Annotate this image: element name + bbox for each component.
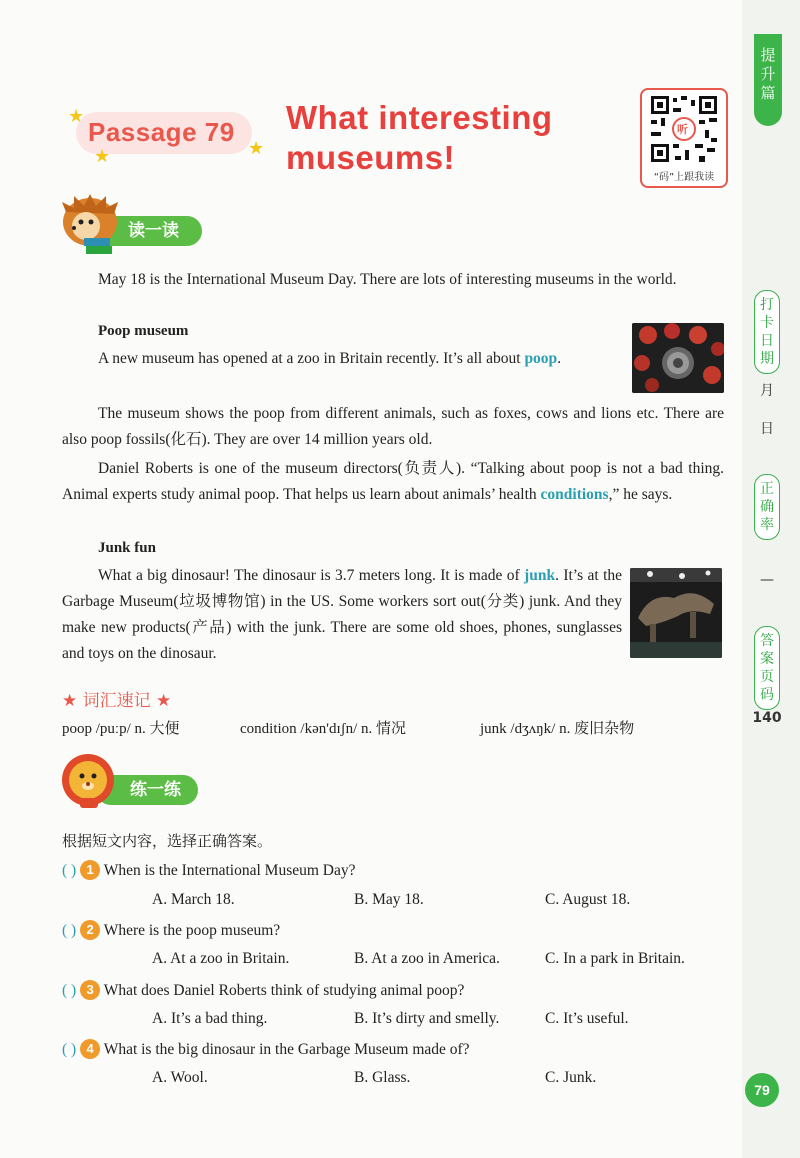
star-icon: ★ xyxy=(94,146,111,166)
question-text: Where is the poop museum? xyxy=(103,922,281,939)
qr-code[interactable] xyxy=(640,88,728,188)
vocab-item-junk: junk /dʒʌŋk/ n. 废旧杂物 xyxy=(480,721,635,737)
poop-paragraph-2: The museum shows the poop from different animals, such as foxes, cows and lions etc. There are also poop fossils(化石). They are over 14 million years old. xyxy=(62,405,724,448)
answer-blank[interactable]: ( ) xyxy=(62,862,77,879)
keyword-poop: poop xyxy=(524,350,558,367)
option-a[interactable]: A. It’s a bad thing. xyxy=(152,1010,268,1027)
option-c[interactable]: C. August 18. xyxy=(545,891,631,908)
page-title: What interesting museums! xyxy=(286,99,553,176)
accuracy-label: 正确率 xyxy=(754,474,780,540)
option-c[interactable]: C. In a park in Britain. xyxy=(545,950,685,967)
vocab-item-poop: poop /puːp/ n. 大便 xyxy=(62,721,180,737)
question-number-badge: 1 xyxy=(80,860,100,880)
answer-blank[interactable]: ( ) xyxy=(62,922,77,939)
question-1 xyxy=(62,860,356,880)
option-c[interactable]: C. It’s useful. xyxy=(545,1010,629,1027)
answer-blank[interactable]: ( ) xyxy=(62,982,77,999)
page-number: 79 xyxy=(745,1073,779,1107)
vocab-item-condition: condition /kən'dɪʃn/ n. 情况 xyxy=(240,721,407,737)
intro-paragraph: May 18 is the International Museum Day. There are lots of interesting museums in the world. xyxy=(98,271,677,288)
star-icon: ★ xyxy=(248,138,265,158)
option-b[interactable]: B. At a zoo in America. xyxy=(354,950,500,967)
answer-page-label: 答案页码 xyxy=(754,626,780,710)
lion-icon xyxy=(60,752,116,810)
listen-icon: 听 xyxy=(677,124,688,136)
section-label-read: 读一读 xyxy=(94,216,202,246)
hedgehog-icon xyxy=(60,194,120,256)
garbage-museum-photo xyxy=(630,568,722,658)
option-b[interactable]: B. Glass. xyxy=(354,1069,411,1086)
passage-badge xyxy=(68,106,265,166)
practice-instruction: 根据短文内容，选择正确答案。 xyxy=(62,834,273,850)
question-number-badge: 3 xyxy=(80,980,100,1000)
vocab-title: ★ 词汇速记 ★ xyxy=(62,691,172,711)
question-text: What is the big dinosaur in the Garbage Museum made of? xyxy=(103,1041,470,1058)
option-c[interactable]: C. Junk. xyxy=(545,1069,597,1086)
section-tab: 提升篇 xyxy=(754,34,782,126)
question-4 xyxy=(62,1039,470,1059)
keyword-junk: junk xyxy=(524,567,556,584)
poop-paragraph-3: Daniel Roberts is one of the museum directors(负责人). “Talking about poop is not a bad thing. Animal experts study animal poop. That helps us learn about animals’ health conditions,” he says. xyxy=(62,460,724,503)
junk-fun-heading: Junk fun xyxy=(98,540,156,556)
checkin-date-label: 打卡日期 xyxy=(754,290,780,374)
junk-paragraph: What a big dinosaur! The dinosaur is 3.7 meters long. It is made of junk. It’s at the Garbage Museum(垃圾博物馆) in the US. Some workers sort out(分类) junk. And they make new products(产品) with the junk. There are some old shoes, phones, sunglasses and toys on the dinosaur. xyxy=(62,567,623,662)
poop-museum-heading: Poop museum xyxy=(98,323,189,339)
question-text: When is the International Museum Day? xyxy=(103,862,356,879)
qr-caption: “码”上跟我读 xyxy=(653,172,715,183)
month-label: 月 xyxy=(760,383,774,399)
option-b[interactable]: B. May 18. xyxy=(354,891,424,908)
passage-number: Passage 79 xyxy=(88,117,235,147)
day-label: 日 xyxy=(760,421,774,437)
option-a[interactable]: A. At a zoo in Britain. xyxy=(152,950,290,967)
option-a[interactable]: A. March 18. xyxy=(152,891,235,908)
question-2 xyxy=(62,920,280,940)
poop-museum-photo xyxy=(632,323,724,393)
section-label-practice: 练一练 xyxy=(96,775,198,805)
option-a[interactable]: A. Wool. xyxy=(152,1069,208,1086)
question-3 xyxy=(62,980,464,1000)
question-number-badge: 2 xyxy=(80,920,100,940)
answer-page-number: 140 xyxy=(752,710,782,726)
answer-blank[interactable]: ( ) xyxy=(62,1041,77,1058)
star-icon: ★ xyxy=(68,106,85,126)
poop-paragraph-1: A new museum has opened at a zoo in Britain recently. It’s all about poop. xyxy=(98,350,562,367)
option-b[interactable]: B. It’s dirty and smelly. xyxy=(354,1010,500,1027)
question-number-badge: 4 xyxy=(80,1039,100,1059)
accuracy-dash: — xyxy=(760,572,774,588)
question-text: What does Daniel Roberts think of studying animal poop? xyxy=(103,982,465,999)
keyword-conditions: conditions xyxy=(540,486,609,503)
